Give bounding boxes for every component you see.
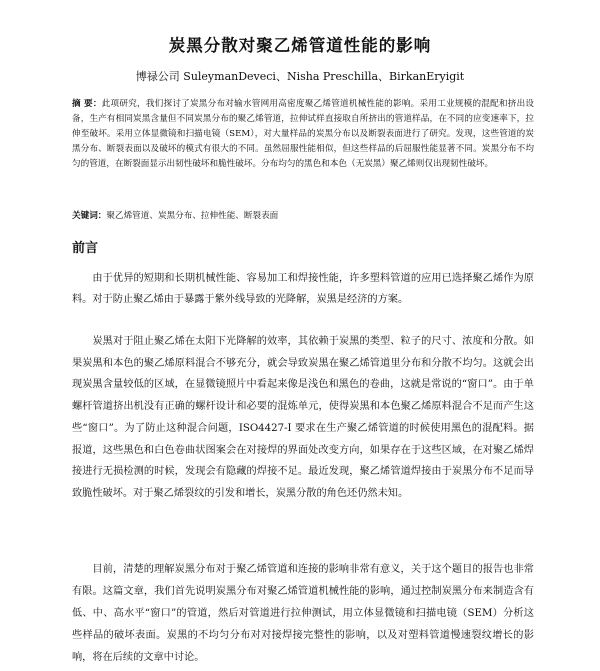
keywords xyxy=(72,209,534,223)
abstract xyxy=(72,97,534,172)
paper-title: 炭黑分散对聚乙烯管道性能的影响 xyxy=(168,36,432,55)
abstract-label: 摘 要： xyxy=(72,99,102,109)
keywords-label: 关键词： xyxy=(72,211,107,221)
keywords-text: 聚乙烯管道、炭黑分布、拉伸性能、断裂表面 xyxy=(106,211,279,221)
abstract-text: 此项研究，我们探讨了炭黑分布对输水管网用高密度聚乙烯管道机械性能的影响。采用工业规模的混配和挤出设备，生产有相同炭黑含量但不同炭黑分布的聚乙烯管道，拉伸试样直接取自所挤出的管道样品，在不同的应变速率下，拉伸至破坏。采用立体显微镜和扫描电镜（SEM），对大量样品的炭黑分布以及断裂表面进行了研究。发现，这些管道的炭黑分布、断裂表面以及破坏的模式有很大的不同。虽然屈服性能相似，但这些样品的后屈服性能显著不同。炭黑分布不均匀的管道，在断裂面显示出韧性破坏和脆性破坏。分布均匀的黑色和本色（无炭黑）聚乙烯则仅出现韧性破坏。 xyxy=(72,99,534,169)
body-paragraph-1: 由于优异的短期和长期机械性能、容易加工和焊接性能，许多塑料管道的应用已选择聚乙烯作为原料。对于防止聚乙烯由于暴露于紫外线导致的光降解，炭黑是经济的方案。 xyxy=(72,273,534,305)
body-paragraph-3: 目前，清楚的理解炭黑分布对于聚乙烯管道和连接的影响非常有意义，关于这个题目的报告也非常有限。这篇文章，我们首先说明炭黑分布对聚乙烯管道机械性能的影响，通过控制炭黑分布来制造含有低、中、高水平“窗口”的管道，然后对管道进行拉伸测试，用立体显微镜和扫描电镜（SEM）分析这些样品的破坏表面。炭黑的不均匀分布对对接焊接完整性的影响，以及对塑料管道慢速裂纹增长的影响，将在后续的文章中讨论。 xyxy=(72,564,534,663)
section-heading: 前言 xyxy=(72,241,99,256)
body-paragraph-2: 炭黑对于阻止聚乙烯在太阳下光降解的效率，其依赖于炭黑的类型、粒子的尺寸、浓度和分散。如果炭黑和本色的聚乙烯原料混合不够充分，就会导致炭黑在聚乙烯管道里分布和分散不均匀。这就会出现炭黑含量较低的区域，在显微镜照片中看起来像是浅色和黑色的卷曲，这就是常说的“窗口”。由于单螺杆管道挤出机没有正确的螺杆设计和必要的混炼单元，使得炭黑和本色聚乙烯原料混合不足而产生这些“窗口”。为了防止这种混合问题，ISO4427-I 要求在生产聚乙烯管道的时候使用黑色的混配料。据报道，这些黑色和白色卷曲状图案会在对接焊的界面处改变方向，如果存在于这些区域，在对聚乙烯焊接进行无损检测的时候，发现会有隐藏的焊接不足。最近发现，聚乙烯管道焊接由于炭黑分布不足而导致脆性破坏。对于聚乙烯裂纹的引发和增长，炭黑分散的角色还仍然未知。 xyxy=(72,336,534,499)
author-line: 博禄公司 SuleymanDeveci、Nisha Preschilla、BirkanEryigit xyxy=(135,70,465,83)
